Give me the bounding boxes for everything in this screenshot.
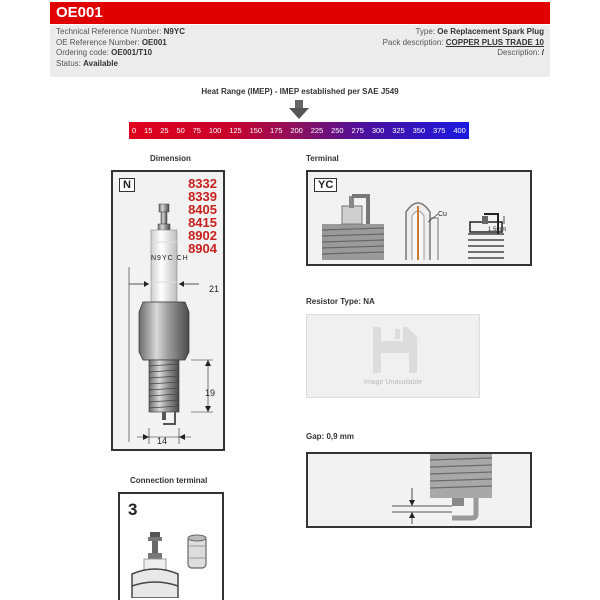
heat-range-tick: 225 xyxy=(310,126,324,135)
pack-label: Pack description: xyxy=(382,37,444,47)
type-value: Oe Replacement Spark Plug xyxy=(437,27,544,36)
plug-marking: N9YC CH xyxy=(151,255,189,262)
dim-thread-value: 14 xyxy=(157,436,168,446)
terminal-code: YC xyxy=(314,178,337,192)
cu-label: Cu xyxy=(438,211,447,218)
heat-range-scale xyxy=(129,122,469,139)
heat-range-tick: 200 xyxy=(290,126,303,135)
image-unavailable-box xyxy=(306,314,480,398)
info-panel xyxy=(50,25,550,77)
connection-box xyxy=(118,492,224,600)
heat-range-tick: 15 xyxy=(144,126,153,135)
heat-range-tick: 175 xyxy=(269,126,283,135)
dim-hex-value: 21 xyxy=(209,284,220,294)
gap-image xyxy=(308,454,530,526)
terminal-image xyxy=(308,172,530,264)
connection-label: Connection terminal xyxy=(130,476,208,485)
terminal-label: Terminal xyxy=(306,154,339,163)
arrow-down-icon xyxy=(288,100,310,120)
heat-range-tick: 325 xyxy=(392,126,405,135)
ordering-value: OE001/T10 xyxy=(111,48,153,57)
part-number: 8904 xyxy=(188,241,217,256)
part-number: 8415 xyxy=(188,215,217,230)
desc-label: Description: xyxy=(497,48,540,57)
terminal-box xyxy=(306,170,532,266)
gap-box xyxy=(306,452,532,528)
heat-range-tick: 100 xyxy=(208,126,222,135)
heat-range-tick: 50 xyxy=(176,126,185,135)
connection-code: 3 xyxy=(128,500,138,519)
ordering-label: Ordering code: xyxy=(56,48,109,57)
info-right xyxy=(383,27,544,59)
heat-range-tick: 400 xyxy=(453,126,466,135)
resistor-label: Resistor Type: NA xyxy=(306,297,375,306)
connection-terminal-image xyxy=(120,494,222,598)
heat-range-tick: 300 xyxy=(371,126,385,135)
part-number: 8339 xyxy=(188,189,217,204)
dim-reach-value: 19 xyxy=(205,388,216,398)
heat-range-title: Heat Range (IMEP) - IMEP established per SAE J549 xyxy=(201,87,399,96)
status-value: Available xyxy=(83,58,118,68)
heat-range-tick: 25 xyxy=(160,126,169,135)
gap-label: Gap: 0,9 mm xyxy=(306,432,355,441)
pack-link[interactable]: COPPER PLUS TRADE 10 xyxy=(445,37,544,47)
page-title: OE001 xyxy=(56,4,103,21)
heat-range-tick: 0 xyxy=(132,126,137,135)
heat-range-tick: 125 xyxy=(229,126,242,135)
heat-range-tick: 75 xyxy=(192,126,201,135)
tech-ref-label: Technical Reference Number: xyxy=(56,27,162,36)
heat-range-tick: 350 xyxy=(412,126,426,135)
heat-range-tick: 250 xyxy=(331,126,344,135)
spark-plug-image xyxy=(113,172,223,449)
tech-ref-value: N9YC xyxy=(163,27,185,36)
floppy-disk-icon xyxy=(307,315,481,379)
heat-range-tick: 275 xyxy=(351,126,364,135)
info-left xyxy=(56,27,185,69)
heat-range-tick: 150 xyxy=(249,126,263,135)
part-number: 8902 xyxy=(188,228,217,243)
part-number: 8405 xyxy=(188,202,217,217)
type-label: Type: xyxy=(415,27,436,36)
part-number: 8332 xyxy=(188,176,217,191)
dimension-box xyxy=(111,170,225,451)
title-bar xyxy=(50,2,550,24)
mm-label: 1.5mm xyxy=(488,227,507,233)
oe-ref-value: OE001 xyxy=(141,37,167,47)
dimension-label: Dimension xyxy=(150,154,191,163)
dimension-code: N xyxy=(119,178,135,192)
oe-ref-label: OE Reference Number: xyxy=(56,37,140,47)
heat-range-tick: 375 xyxy=(432,126,446,135)
image-unavailable-text: Image Unavailable xyxy=(364,379,422,386)
status-label: Status: xyxy=(56,58,81,68)
desc-value: / xyxy=(541,48,544,57)
